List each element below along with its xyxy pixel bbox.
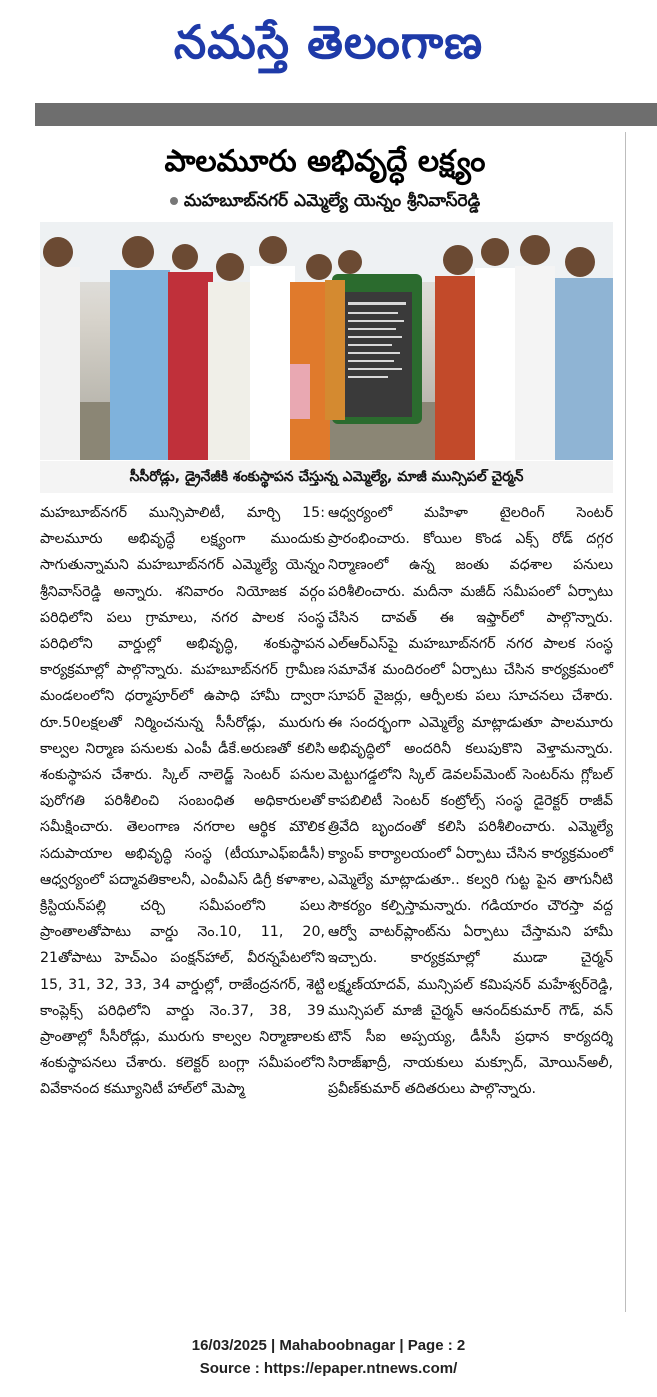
article-column-1	[40, 500, 325, 1103]
article-photo	[40, 222, 613, 460]
header-divider-bar	[35, 103, 657, 126]
foundation-plaque	[342, 292, 412, 417]
photo-caption: సీసీరోడ్లు, డ్రైనేజీకి శంకుస్థాపన చేస్తున్న ఎమ్మెల్యే, మాజీ మున్సిపల్ చైర్మన్	[40, 461, 613, 493]
footer-date-edition: 16/03/2025 | Mahaboobnagar | Page : 2	[191, 1337, 466, 1354]
newspaper-masthead: నమస్తే తెలంగాణ	[173, 15, 484, 69]
article-subhead	[40, 188, 610, 214]
article-column-2	[328, 500, 613, 1103]
right-column-rule	[625, 132, 626, 1312]
footer-source: Source : https://epaper.ntnews.com/	[199, 1360, 458, 1377]
subhead-text: మహబూబ్‌నగర్ ఎమ్మెల్యే యెన్నం శ్రీనివాస్‌రెడ్డి	[183, 191, 481, 211]
article-headline: పాలమూరు అభివృద్ధే లక్ష్యం	[164, 144, 486, 179]
group-photo-illustration	[40, 222, 613, 460]
column-2-paragraph: ఆధ్వర్యంలో మహిళా టైలరింగ్ సెంటర్ ప్రారంభించారు. కోయిల కొండ ఎక్స్ రోడ్ దగ్గర నిర్మాణంలో ఉన్న జంతు వధశాల పనులు పరిశీలించారు. మదీనా మజీద్ సమీపంలో ఏర్పాటు చేసిన దావత్ ఈ ఇఫ్తార్‌లో పాల్గొన్నారు. ఎల్‌ఆర్‌ఎస్‌పై మహబూబ్‌నగర్ నగర పాలక సంస్థ సమావేశ మందిరంలో ఏర్పాటు చేసిన కార్యక్రమంలో సూపర్ వైజర్లు, ఆర్పీలకు పలు సూచనలు చేశారు. ఈ సందర్భంగా ఎమ్మెల్యే మాట్లాడుతూ పాలమూరు అభివృద్ధిలో అందరినీ కలుపుకొని వెళ్తామన్నారు. మెట్టుగడ్డలోని స్కిల్ డెవలప్‌మెంట్ సెంటర్‌ను గ్లోబల్ కాపబిలిటీ సెంటర్ కంట్రోల్స్ సంస్థ డైరెక్టర్ రాజీవ్ త్రివేది బృందంతో కలిసి పరిశీలించారు. ఎమ్మెల్యే క్యాంప్ కార్యాలయంలో ఏర్పాటు చేసిన కార్యక్రమంలో ఎమ్మెల్యే మాట్లాడుతూ.. కల్వరి గుట్ట పైన తాగునీటి సౌకర్యం కల్పిస్తామన్నారు. గడియారం చౌరస్తా వద్ద ఆర్వో వాటర్‌ప్లాంట్‌ను ఏర్పాటు చేస్తామని హామీ ఇచ్చారు. కార్యక్రమాల్లో ముడా చైర్మన్ లక్ష్మణ్‌యాదవ్, మున్సిపల్ కమిషనర్ మహేశ్వర్‌రెడ్డి, మున్సిపల్ మాజీ చైర్మన్ ఆనంద్‌కుమార్ గౌడ్, వన్ టౌన్ సీఐ అప్పయ్య, డీసీసీ ప్రధాన కార్యదర్శి సిరాజ్‌ఖాద్రీ, నాయకులు మక్సూద్, మోయిన్‌అలీ, ప్రవీణ్‌కుమార్ తదితరులు పాల్గొన్నారు.	[328, 505, 613, 1098]
bullet-icon	[170, 197, 178, 205]
column-1-paragraph: మహబూబ్‌నగర్ మున్సిపాలిటీ, మార్చి 15: పాలమూరు అభివృద్ధే లక్ష్యంగా ముందుకు సాగుతున్నామని మహబూబ్‌నగర్ ఎమ్మెల్యే యెన్నం శ్రీనివాస్‌రెడ్డి అన్నారు. శనివారం నియోజక వర్గం పరిధిలోని పలు గ్రామాలు, నగర పాలక సంస్థ పరిధిలోని వార్డుల్లో అభివృద్ధి, శంకుస్థాపన కార్యక్రమాల్లో పాల్గొన్నారు. మహబూబ్‌నగర్ గ్రామీణ మండలంలోని ధర్మాపూర్‌లో ఉపాధి హామీ ద్వారా రూ.50లక్షలతో నిర్మించనున్న సీసీరోడ్లు, మురుగు కాల్వల నిర్మాణ పనులకు ఎంపీ డీకే.అరుణతో కలిసి శంకుస్థాపన చేశారు. స్కిల్ నాలెడ్జ్ సెంటర్ పనుల పురోగతి పరిశీలించి సంబంధిత అధికారులతో సమీక్షించారు. తెలంగాణ నగరాల ఆర్థిక మౌలిక సదుపాయాల అభివృద్ధి సంస్థ (టీయూఎఫ్‌ఐడీసీ) ఆధ్వర్యంలో పద్మావతికాలనీ, ఎంవీఎస్ డిగ్రీ కళాశాల, క్రిస్టియన్‌పల్లి చర్చి సమీపంలోని పలు ప్రాంతాలతోపాటు వార్డు నెం.10, 11, 20, 21తోపాటు హెచ్‌ఎం పంక్షన్‌హాల్, వీరన్నపేటలోని 15, 31, 32, 33, 34 వార్డుల్లో, రాజేంద్రనగర్, శెట్టి కాంప్లెక్స్ పరిధిలోని వార్డు నెం.37, 38, 39 ప్రాంతాల్లో సీసీరోడ్లు, మురుగు కాల్వల నిర్మాణాలకు శంకుస్థాపనలు చేశారు. కలెక్టర్ బంగ్లా సమీపంలోని వివేకానంద కమ్యూనిటీ హాల్‌లో మెప్మా	[40, 505, 325, 1098]
